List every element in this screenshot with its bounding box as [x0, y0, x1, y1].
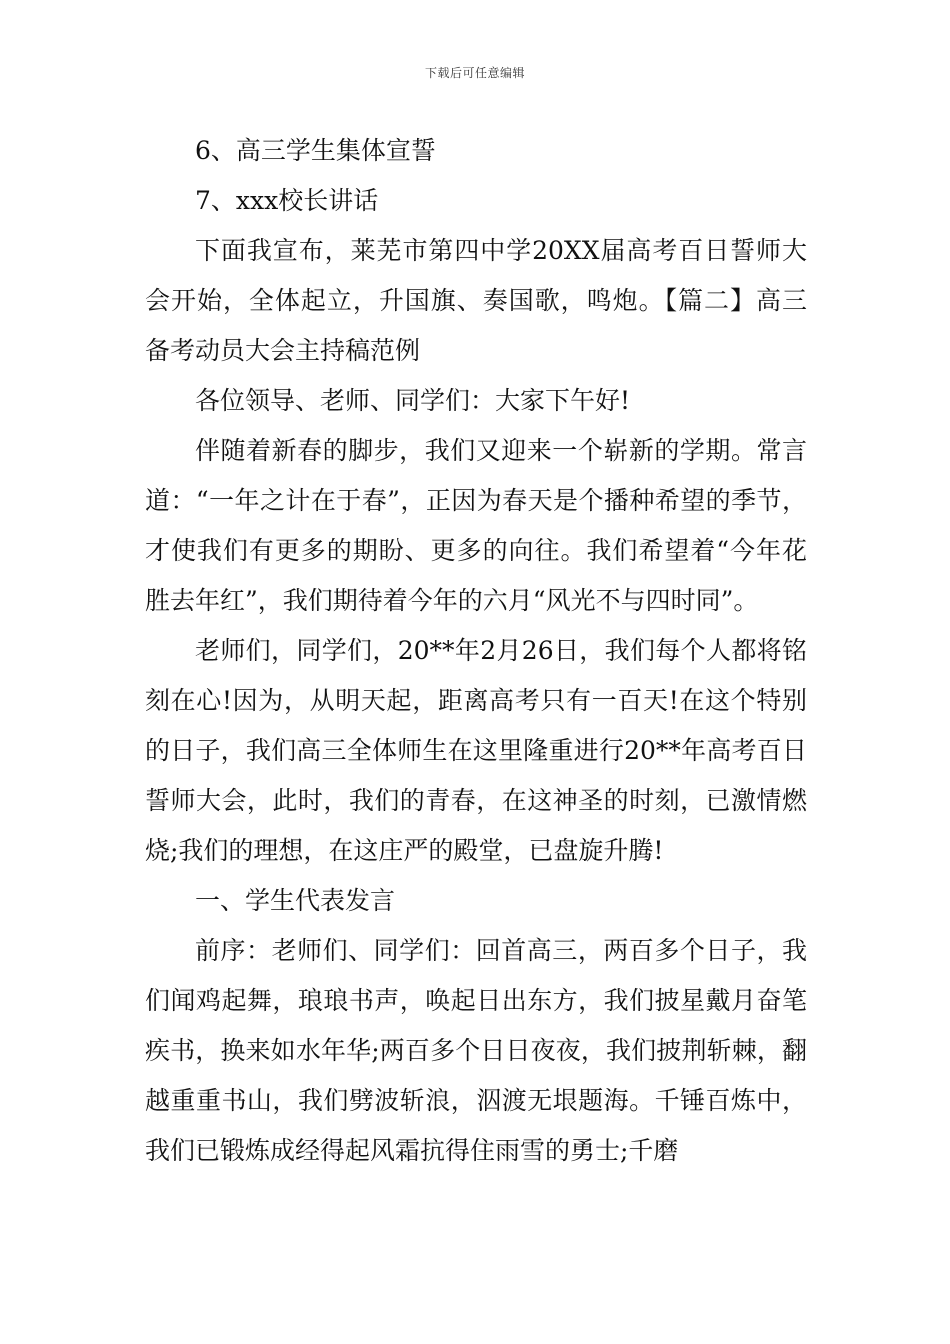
page-header: 下载后可任意编辑	[424, 66, 525, 80]
document-body	[145, 126, 807, 1176]
paragraph-spring: 伴随着新春的脚步，我们又迎来一个崭新的学期。常言道：“一年之计在于春”，正因为春天是个播种希望的季节，才使我们有更多的期盼、更多的向往。我们希望着“今年花胜去年红”，我们期待着今年的六月“风光不与四时同”。	[145, 436, 807, 615]
paragraph-item-7: 7、xxx校长讲话	[195, 186, 379, 215]
paragraph-item-6: 6、高三学生集体宣誓	[195, 136, 436, 165]
section-heading-student-speech: 一、学生代表发言	[195, 886, 396, 915]
paragraph-announcement: 下面我宣布，莱芜市第四中学20XX届高考百日誓师大会开始，全体起立，升国旗、奏国歌，鸣炮。【篇二】高三备考动员大会主持稿范例	[145, 236, 807, 365]
paragraph-greeting: 各位领导、老师、同学们：大家下午好!	[195, 386, 631, 415]
paragraph-preface: 前序：老师们、同学们：回首高三，两百多个日子，我们闻鸡起舞，琅琅书声，唤起日出东方，我们披星戴月奋笔疾书，换来如水年华;两百多个日日夜夜，我们披荆斩棘，翻越重重书山，我们劈波斩浪，泅渡无垠题海。千锤百炼中，我们已锻炼成经得起风霜抗得住雨雪的勇士;千磨	[145, 936, 807, 1165]
paragraph-hundred-days: 老师们，同学们，20**年2月26日，我们每个人都将铭刻在心!因为，从明天起，距离高考只有一百天!在这个特别的日子，我们高三全体师生在这里隆重进行20**年高考百日誓师大会，此时，我们的青春，在这神圣的时刻，已激情燃烧;我们的理想，在这庄严的殿堂，已盘旋升腾!	[145, 636, 807, 865]
